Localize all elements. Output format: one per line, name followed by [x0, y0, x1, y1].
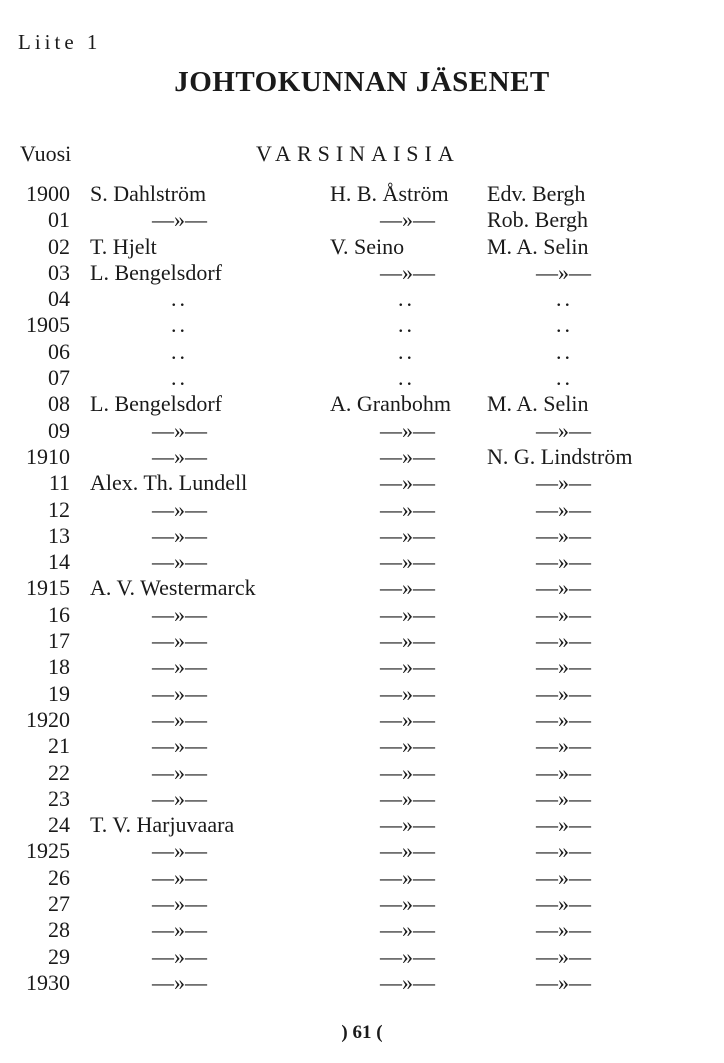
- member-cell-3: Edv. Bergh: [487, 181, 586, 206]
- member-cell-1: —»—: [152, 706, 207, 732]
- member-cell-1: —»—: [152, 628, 207, 654]
- member-cell-3: ..: [556, 286, 573, 312]
- year-cell: 1925: [26, 838, 70, 864]
- year-cell: 06: [48, 338, 70, 364]
- year-cell: 27: [48, 891, 70, 917]
- member-cell-3: —»—: [536, 549, 591, 575]
- year-cell: 03: [48, 259, 70, 285]
- member-cell-1: —»—: [152, 891, 207, 917]
- table-row: [0, 365, 724, 391]
- member-cell-1: ..: [171, 365, 188, 391]
- member-cell-2: —»—: [380, 496, 435, 522]
- table-row: [0, 312, 724, 338]
- member-cell-2: ..: [398, 286, 415, 312]
- year-cell: 11: [48, 470, 70, 496]
- table-row: [0, 681, 724, 707]
- member-cell-2: V. Seino: [330, 233, 405, 259]
- table-row: [0, 602, 724, 628]
- page-title: JOHTOKUNNAN JÄSENET: [174, 66, 550, 98]
- member-cell-1: ..: [171, 338, 188, 364]
- member-cell-2: —»—: [380, 207, 435, 233]
- table-row: [0, 838, 724, 864]
- member-cell-3: —»—: [536, 522, 591, 548]
- table-row: [0, 234, 724, 260]
- member-cell-2: —»—: [380, 680, 435, 706]
- table-row: [0, 339, 724, 365]
- member-cell-3: —»—: [536, 575, 591, 601]
- member-cell-2: —»—: [380, 443, 435, 469]
- table-row: [0, 812, 724, 838]
- member-cell-3: M. A. Selin: [487, 233, 589, 259]
- table-row: [0, 654, 724, 680]
- member-cell-3: —»—: [536, 259, 591, 285]
- year-cell: 28: [48, 917, 70, 943]
- member-cell-2: —»—: [380, 733, 435, 759]
- member-cell-3: —»—: [536, 706, 591, 732]
- member-cell-3: M. A. Selin: [487, 391, 589, 417]
- year-cell: 21: [48, 733, 70, 759]
- member-cell-3: —»—: [536, 680, 591, 706]
- table-row: [0, 497, 724, 523]
- year-cell: 09: [48, 417, 70, 443]
- member-cell-2: —»—: [380, 969, 435, 995]
- member-cell-2: —»—: [380, 891, 435, 917]
- member-cell-1: —»—: [152, 864, 207, 890]
- member-cell-2: —»—: [380, 943, 435, 969]
- member-cell-1: A. V. Westermarck: [90, 575, 256, 601]
- year-cell: 12: [48, 496, 70, 522]
- member-cell-1: —»—: [152, 654, 207, 680]
- year-cell: 1900: [26, 181, 70, 206]
- member-cell-2: —»—: [380, 838, 435, 864]
- year-cell: 1910: [26, 443, 70, 469]
- year-cell: 23: [48, 785, 70, 811]
- year-cell: 18: [48, 654, 70, 680]
- year-cell: 1905: [26, 312, 70, 338]
- year-cell: 1920: [26, 706, 70, 732]
- member-cell-1: L. Bengelsdorf: [90, 259, 222, 285]
- year-column-heading: Vuosi: [20, 141, 72, 166]
- member-cell-1: —»—: [152, 417, 207, 443]
- table-row: [0, 207, 724, 233]
- member-cell-3: —»—: [536, 601, 591, 627]
- table-row: [0, 786, 724, 812]
- members-section-heading: VARSINAISIA: [256, 141, 460, 166]
- member-cell-1: —»—: [152, 443, 207, 469]
- year-cell: 16: [48, 601, 70, 627]
- member-cell-1: —»—: [152, 943, 207, 969]
- year-cell: 14: [48, 549, 70, 575]
- member-cell-2: —»—: [380, 470, 435, 496]
- member-cell-2: —»—: [380, 628, 435, 654]
- member-cell-3: —»—: [536, 838, 591, 864]
- member-cell-3: N. G. Lindström: [487, 443, 633, 469]
- year-cell: 07: [48, 365, 70, 391]
- table-row: [0, 760, 724, 786]
- member-cell-1: S. Dahlström: [90, 181, 207, 206]
- member-cell-1: —»—: [152, 680, 207, 706]
- member-cell-2: —»—: [380, 549, 435, 575]
- member-cell-3: —»—: [536, 759, 591, 785]
- table-row: [0, 444, 724, 470]
- member-cell-2: —»—: [380, 654, 435, 680]
- table-row: [0, 944, 724, 970]
- member-cell-1: —»—: [152, 759, 207, 785]
- member-cell-2: —»—: [380, 575, 435, 601]
- year-cell: 17: [48, 628, 70, 654]
- member-cell-3: —»—: [536, 654, 591, 680]
- year-cell: 13: [48, 522, 70, 548]
- member-cell-1: ..: [171, 286, 188, 312]
- table-row: [0, 470, 724, 496]
- member-cell-1: L. Bengelsdorf: [90, 391, 222, 417]
- table-row: [0, 865, 724, 891]
- member-cell-1: —»—: [152, 785, 207, 811]
- member-cell-3: —»—: [536, 891, 591, 917]
- member-cell-2: —»—: [380, 864, 435, 890]
- member-cell-3: —»—: [536, 969, 591, 995]
- page-number: ) 61 (: [341, 1022, 383, 1043]
- member-cell-1: ..: [171, 312, 188, 338]
- board-members-table: [0, 181, 724, 996]
- member-cell-3: —»—: [536, 864, 591, 890]
- member-cell-2: —»—: [380, 812, 435, 838]
- member-cell-2: —»—: [380, 759, 435, 785]
- member-cell-1: —»—: [152, 733, 207, 759]
- member-cell-2: ..: [398, 365, 415, 391]
- member-cell-3: ..: [556, 312, 573, 338]
- year-cell: 1915: [26, 575, 70, 601]
- table-row: [0, 181, 724, 207]
- member-cell-1: T. Hjelt: [90, 233, 157, 259]
- member-cell-1: —»—: [152, 917, 207, 943]
- member-cell-3: ..: [556, 338, 573, 364]
- year-cell: 08: [48, 391, 70, 417]
- member-cell-1: —»—: [152, 496, 207, 522]
- member-cell-2: ..: [398, 338, 415, 364]
- year-cell: 22: [48, 759, 70, 785]
- member-cell-1: Alex. Th. Lundell: [90, 470, 248, 496]
- year-cell: 1930: [26, 969, 70, 995]
- table-row: [0, 418, 724, 444]
- member-cell-3: —»—: [536, 496, 591, 522]
- member-cell-1: T. V. Harjuvaara: [90, 812, 235, 838]
- table-row: [0, 733, 724, 759]
- member-cell-2: H. B. Åström: [330, 181, 449, 206]
- member-cell-2: —»—: [380, 259, 435, 285]
- member-cell-3: —»—: [536, 917, 591, 943]
- year-cell: 01: [48, 207, 70, 233]
- member-cell-3: —»—: [536, 943, 591, 969]
- member-cell-3: —»—: [536, 785, 591, 811]
- member-cell-1: —»—: [152, 549, 207, 575]
- table-row: [0, 549, 724, 575]
- member-cell-3: —»—: [536, 628, 591, 654]
- table-row: [0, 575, 724, 601]
- year-cell: 29: [48, 943, 70, 969]
- member-cell-1: —»—: [152, 601, 207, 627]
- member-cell-3: Rob. Bergh: [487, 207, 589, 233]
- member-cell-3: ..: [556, 365, 573, 391]
- year-cell: 19: [48, 680, 70, 706]
- member-cell-3: —»—: [536, 733, 591, 759]
- year-cell: 24: [48, 812, 70, 838]
- table-row: [0, 391, 724, 417]
- member-cell-2: —»—: [380, 917, 435, 943]
- table-row: [0, 260, 724, 286]
- member-cell-1: —»—: [152, 207, 207, 233]
- year-cell: 26: [48, 864, 70, 890]
- table-row: [0, 523, 724, 549]
- member-cell-2: —»—: [380, 706, 435, 732]
- member-cell-1: —»—: [152, 838, 207, 864]
- table-row: [0, 917, 724, 943]
- year-cell: 02: [48, 233, 70, 259]
- member-cell-2: —»—: [380, 601, 435, 627]
- table-row: [0, 707, 724, 733]
- year-cell: 04: [48, 286, 70, 312]
- member-cell-1: —»—: [152, 969, 207, 995]
- table-row: [0, 970, 724, 996]
- table-row: [0, 628, 724, 654]
- member-cell-3: —»—: [536, 812, 591, 838]
- member-cell-3: —»—: [536, 417, 591, 443]
- table-row: [0, 891, 724, 917]
- member-cell-2: —»—: [380, 522, 435, 548]
- table-row: [0, 286, 724, 312]
- member-cell-3: —»—: [536, 470, 591, 496]
- member-cell-2: —»—: [380, 417, 435, 443]
- member-cell-2: —»—: [380, 785, 435, 811]
- member-cell-2: A. Granbohm: [330, 391, 451, 417]
- appendix-label: Liite 1: [18, 30, 102, 54]
- member-cell-1: —»—: [152, 522, 207, 548]
- member-cell-2: ..: [398, 312, 415, 338]
